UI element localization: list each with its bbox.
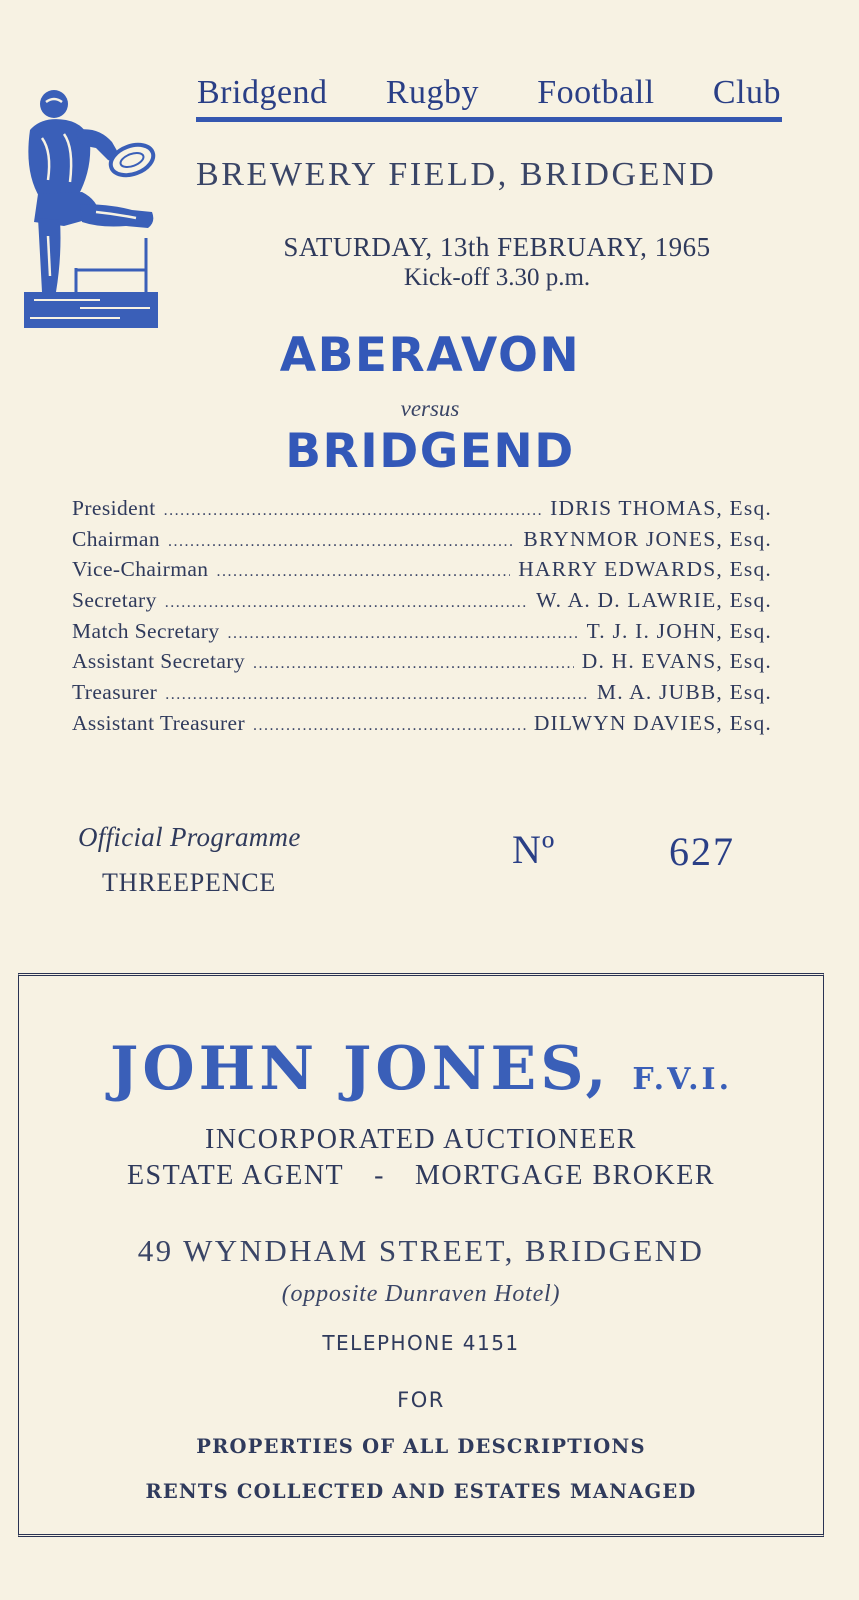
official-role: Assistant Treasurer <box>72 710 246 735</box>
official-name: BRYNMOR JONES, Esq. <box>523 526 772 551</box>
for-label: FOR <box>397 1388 445 1412</box>
official-name: W. A. D. LAWRIE, Esq. <box>536 588 772 613</box>
title-underline <box>196 117 782 122</box>
leader-dots <box>168 533 515 551</box>
match-date: SATURDAY, 13th FEBRUARY, 1965 <box>283 232 711 262</box>
leader-dots <box>253 655 574 673</box>
leader-dots <box>164 502 542 520</box>
telephone-number: TELEPHONE 4151 <box>322 1331 520 1355</box>
leader-dots <box>216 563 510 581</box>
programme-number-label: Nº <box>512 827 556 872</box>
versus-label: versus <box>400 396 460 421</box>
official-row <box>72 496 772 527</box>
service-line-properties: PROPERTIES OF ALL DESCRIPTIONS <box>196 1435 646 1458</box>
advertisement-box <box>18 973 824 1537</box>
club-title-word: Club <box>712 74 781 111</box>
official-name: M. A. JUBB, Esq. <box>596 680 772 705</box>
official-name: IDRIS THOMAS, Esq. <box>550 496 772 520</box>
official-role: Match Secretary <box>72 618 220 643</box>
official-name: T. J. I. JOHN, Esq. <box>586 618 772 643</box>
programme-label: Official Programme <box>78 822 301 852</box>
advertiser-name <box>19 1034 823 1104</box>
official-role: Secretary <box>72 588 157 613</box>
official-name: D. H. EVANS, Esq. <box>581 649 772 674</box>
away-team: BRIDGEND <box>285 424 575 479</box>
official-role: President <box>72 496 156 520</box>
service-separator: - <box>374 1160 385 1191</box>
official-role: Assistant Secretary <box>72 649 245 674</box>
leader-dots <box>165 686 589 704</box>
advertiser-services <box>19 1160 823 1192</box>
official-role: Chairman <box>72 526 160 551</box>
advertiser-address: 49 WYNDHAM STREET, BRIDGEND <box>137 1233 705 1268</box>
official-role: Treasurer <box>72 680 158 705</box>
official-row <box>72 711 772 742</box>
club-title-word: Football <box>537 74 655 111</box>
officials-list <box>72 496 772 742</box>
advertiser-title: INCORPORATED AUCTIONEER <box>205 1124 637 1155</box>
kickoff-time: Kick-off 3.30 p.m. <box>403 264 591 291</box>
rugby-player-leaping-over-posts-icon <box>20 86 162 332</box>
service-line-rents: RENTS COLLECTED AND ESTATES MANAGED <box>145 1480 697 1503</box>
club-title-word: Bridgend <box>197 74 328 111</box>
programme-number: 627 <box>669 829 735 874</box>
service-mortgage-broker: MORTGAGE BROKER <box>414 1160 716 1191</box>
address-note: (opposite Dunraven Hotel) <box>281 1281 561 1307</box>
official-role: Vice-Chairman <box>72 557 209 582</box>
official-name: HARRY EDWARDS, Esq. <box>518 557 772 582</box>
advertiser-qualification: F.V.I. <box>632 1062 733 1097</box>
ground-name: BREWERY FIELD, BRIDGEND <box>196 156 717 193</box>
official-row <box>72 588 772 619</box>
official-row <box>72 619 772 650</box>
home-team: ABERAVON <box>279 328 581 383</box>
programme-price: THREEPENCE <box>102 868 277 897</box>
official-row <box>72 557 772 588</box>
official-row <box>72 649 772 680</box>
service-estate-agent: ESTATE AGENT <box>126 1160 345 1191</box>
leader-dots <box>165 594 528 612</box>
official-name: DILWYN DAVIES, Esq. <box>533 710 772 735</box>
leader-dots <box>227 625 578 643</box>
leader-dots <box>253 717 526 735</box>
club-title-word: Rugby <box>385 74 479 111</box>
official-row <box>72 527 772 558</box>
advertiser-name-text: JOHN JONES, <box>109 1034 611 1104</box>
club-title <box>197 74 781 112</box>
official-row <box>72 680 772 711</box>
